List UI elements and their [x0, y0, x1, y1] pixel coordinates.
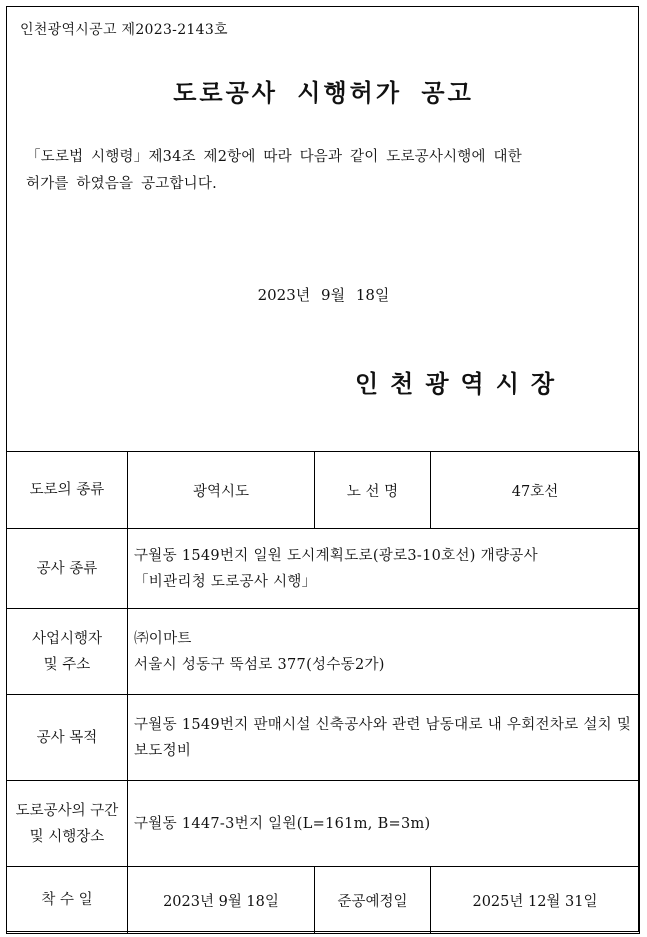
operator-address: 서울시 성동구 뚝섬로 377(성수동2가): [134, 656, 385, 673]
route-label: 노 선 명: [315, 452, 431, 529]
section-label-line-2: 및 시행장소: [29, 828, 105, 845]
start-date-value: 2023년 9월 18일: [128, 867, 315, 934]
route-value: 47호선: [431, 452, 640, 529]
operator-label-line-1: 사업시행자: [31, 630, 103, 647]
operator-label: [7, 609, 128, 695]
work-type-label: 공사 종류: [7, 529, 128, 609]
purpose-label: 공사 목적: [7, 695, 128, 781]
intro-paragraph: [26, 144, 616, 198]
end-date-label: 준공예정일: [315, 867, 431, 934]
work-type-line-1: 구월동 1549번지 일원 도시계획도로(광로3-10호선) 개량공사: [134, 547, 538, 564]
work-type-value: [128, 529, 640, 609]
road-type-label: 도로의 종류: [7, 452, 128, 529]
table-row: [7, 452, 640, 529]
section-value: 구월동 1447-3번지 일원(L=161m, B=3m): [128, 781, 640, 867]
table-row: [7, 695, 640, 781]
end-date-value: 2025년 12월 31일: [431, 867, 640, 934]
work-type-line-2: 「비관리청 도로공사 시행」: [134, 573, 317, 590]
notice-date: 2023년 9월 18일: [257, 286, 390, 304]
start-date-label: 착 수 일: [7, 867, 128, 934]
permit-info-table: [6, 451, 640, 934]
intro-line-1: 「도로법 시행령」제34조 제2항에 따라 다음과 같이 도로공사시행에 대한: [26, 149, 522, 165]
purpose-value: 구월동 1549번지 판매시설 신축공사와 관련 남동대로 내 우회전차로 설치 및 보도정비: [128, 695, 640, 781]
table-row: [7, 609, 640, 695]
table-row: [7, 867, 640, 934]
table-row: [7, 529, 640, 609]
operator-label-line-2: 및 주소: [43, 656, 91, 673]
section-label-line-1: 도로공사의 구간: [15, 802, 119, 819]
notice-number: 인천광역시공고 제2023-2143호: [20, 22, 228, 38]
document-title: 도로공사 시행허가 공고: [173, 78, 474, 107]
operator-name: ㈜이마트: [134, 630, 192, 647]
intro-line-2: 허가를 하였음을 공고합니다.: [26, 176, 217, 192]
signer-name: 인천광역시장: [355, 369, 567, 398]
operator-value: [128, 609, 640, 695]
road-type-value: 광역시도: [128, 452, 315, 529]
section-label: [7, 781, 128, 867]
table-row: [7, 781, 640, 867]
